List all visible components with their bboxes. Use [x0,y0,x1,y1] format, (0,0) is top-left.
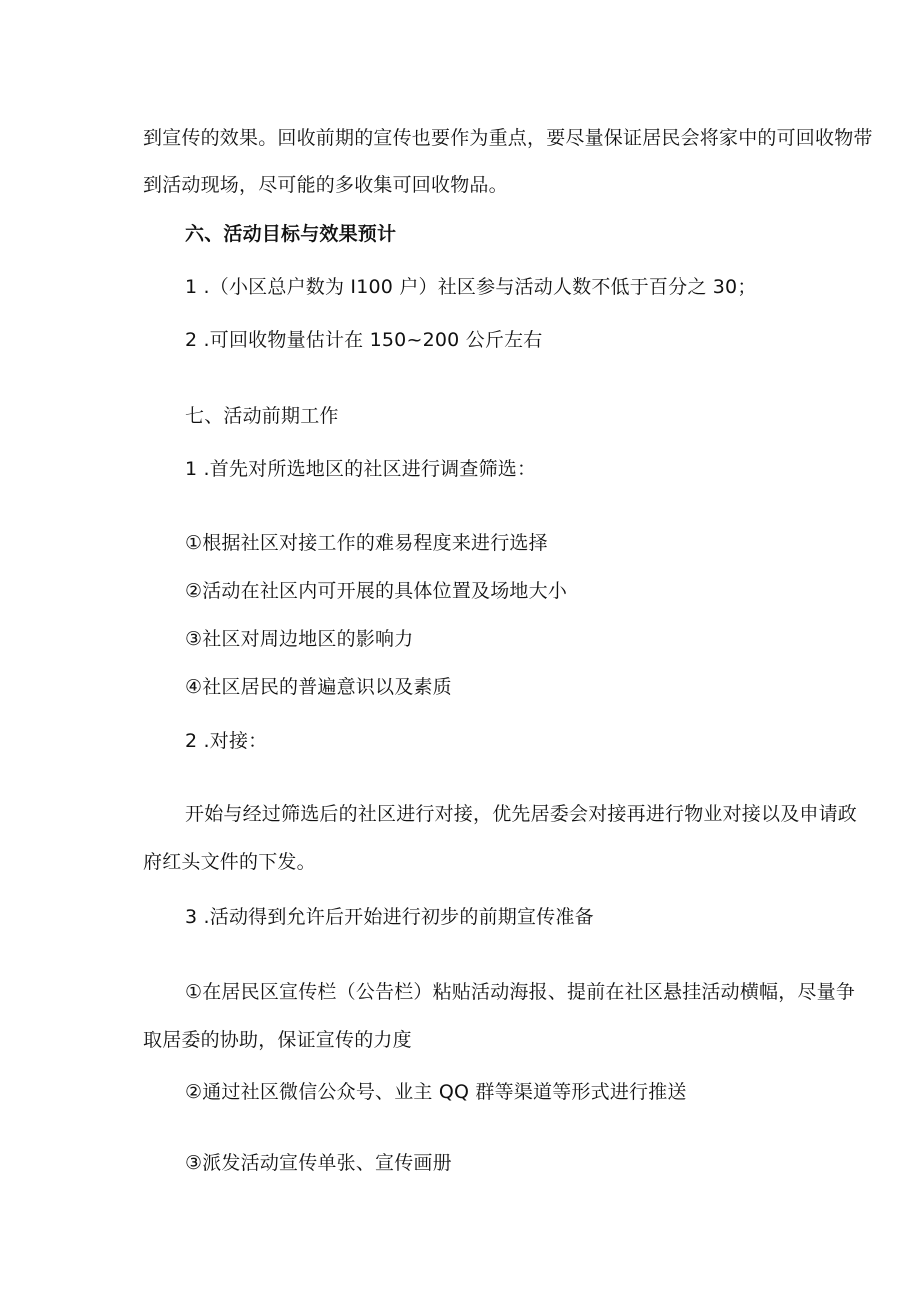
list-item: ③派发活动宣传单张、宣传画册 [185,1152,452,1174]
paragraph-line: 开始与经过筛选后的社区进行对接，优先居委会对接再进行物业对接以及申请政 [185,803,858,825]
section-heading-6: 六、活动目标与效果预计 [185,223,397,245]
section-heading-7: 七、活动前期工作 [185,405,339,427]
paragraph-line: ①在居民区宣传栏（公告栏）粘贴活动海报、提前在社区悬挂活动横幅，尽量争 [185,981,856,1003]
list-item: 2 .可回收物量估计在 150~200 公斤左右 [185,329,543,351]
list-item: 1 .（小区总户数为 I100 户）社区参与活动人数不低于百分之 30； [185,276,757,298]
list-item: ②通过社区微信公众号、业主 QQ 群等渠道等形式进行推送 [185,1081,687,1103]
paragraph-line: 府红头文件的下发。 [143,851,316,873]
paragraph-line: 到宣传的效果。回收前期的宣传也要作为重点，要尽量保证居民会将家中的可回收物带 [143,127,873,149]
list-item: ④社区居民的普遍意识以及素质 [185,676,452,698]
paragraph-line: 到活动现场，尽可能的多收集可回收物品。 [143,174,508,196]
list-item: 2 .对接： [185,730,268,752]
list-item: ①根据社区对接工作的难易程度来进行选择 [185,532,548,554]
list-item: ②活动在社区内可开展的具体位置及场地大小 [185,580,568,602]
list-item: 1 .首先对所选地区的社区进行调查筛选： [185,458,537,480]
list-item: ③社区对周边地区的影响力 [185,628,414,650]
list-item: 3 .活动得到允许后开始进行初步的前期宣传准备 [185,906,594,928]
paragraph-line: 取居委的协助，保证宣传的力度 [143,1029,412,1051]
